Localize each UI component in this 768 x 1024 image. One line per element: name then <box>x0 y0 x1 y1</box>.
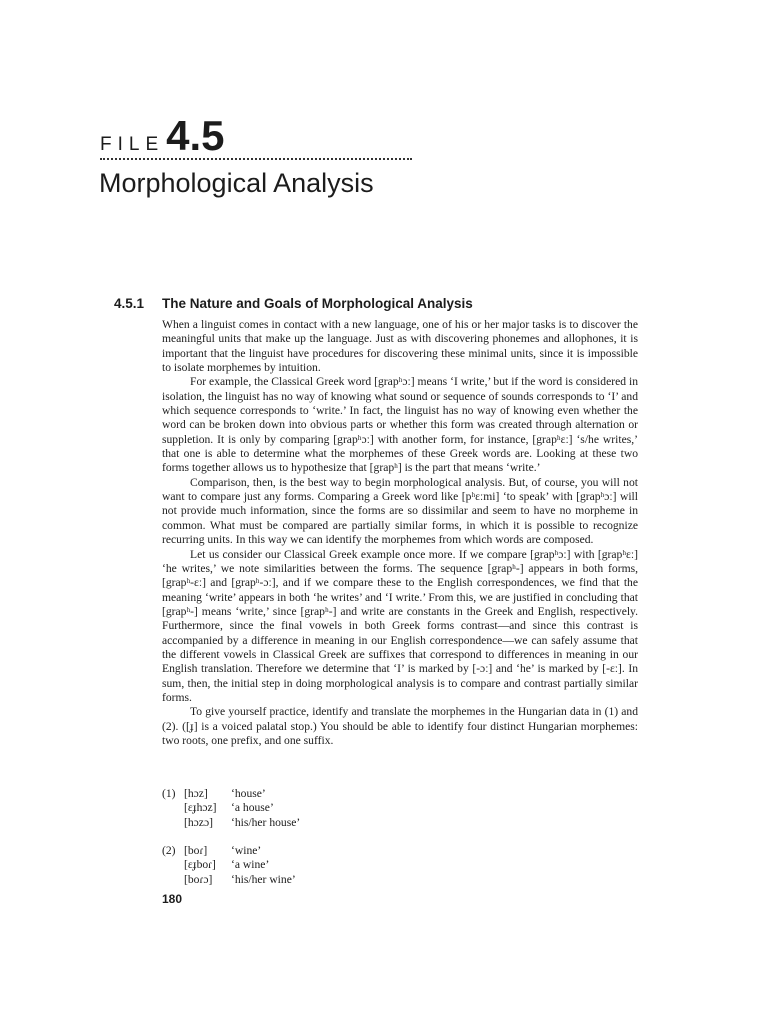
page-title: Morphological Analysis <box>99 168 374 198</box>
file-heading <box>100 112 225 160</box>
file-label: FILE <box>100 134 165 155</box>
example-number: (1) <box>162 787 176 800</box>
section-title: The Nature and Goals of Morphological Analysis <box>162 296 473 311</box>
example-form: [hɔzɔ] <box>184 815 213 829</box>
example-row <box>162 858 462 872</box>
dotted-rule <box>100 158 412 160</box>
example-form: [hɔz] <box>184 787 208 800</box>
examples-block <box>162 787 462 901</box>
paragraph: Comparison, then, is the best way to begin morphological analysis. But, of course, you will not want to compare just any forms. Comparing a Greek word like [pʰɛːmi] ‘to speak’ with [grapʰɔː] will not provide much information, since the forms are so dissimilar and seem to have no morpheme in common. What must be compared are partially similar forms, in which it is possible to recognize recurring units. In this way we can identify the morphemes from which words are composed. <box>162 475 638 547</box>
paragraph: To give yourself practice, identify and translate the morphemes in the Hungarian data in (1) and (2). ([ɟ] is a voiced palatal stop.) You should be able to identify four distinct Hungarian morphemes: two roots, one prefix, and one suffix. <box>162 705 638 747</box>
section-number: 4.5.1 <box>114 296 145 311</box>
example-row <box>162 816 462 830</box>
example-gloss: ‘a wine’ <box>231 858 270 872</box>
example-form: [ɛɟhɔz] <box>184 801 217 815</box>
example-form: [boɾ] <box>184 844 208 858</box>
example-2 <box>162 844 462 887</box>
section-heading <box>114 296 473 311</box>
example-gloss: ‘a house’ <box>231 801 274 815</box>
example-row <box>162 844 462 858</box>
example-row <box>162 873 462 887</box>
body-text <box>162 318 638 748</box>
example-row <box>162 801 462 815</box>
file-number: 4.5 <box>166 112 225 159</box>
example-form: [ɛɟboɾ] <box>184 858 216 872</box>
example-gloss: ‘wine’ <box>231 844 262 858</box>
example-number: (2) <box>162 844 176 858</box>
example-gloss: ‘his/her house’ <box>231 815 301 829</box>
paragraph: Let us consider our Classical Greek example once more. If we compare [grapʰɔː] with [grapʰɛː] ‘he writes,’ we note similarities between the forms. The sequence [grapʰ-] appears in both forms, [grapʰ-ɛː] and [grapʰ-ɔː], and if we compare these to the English correspondences, we find that the meaning ‘write’ appears in both ‘he writes’ and ‘I write.’ From this, we are justified in concluding that [grapʰ-] means ‘write,’ since [grapʰ-] and write are constants in the Greek and English, respectively. Furthermore, since the final vowels in both Greek forms contrast—and since this contrast is accompanied by a difference in meaning in our English correspondence—we can safely assume that the different vowels in Classical Greek are suffixes that correspond to differences in meaning in our English translation. Therefore we determine that ‘I’ is marked by [-ɔː] and ‘he’ is marked by [-ɛː]. In sum, then, the initial step in doing morphological analysis is to compare and contrast partially similar forms. <box>162 547 638 704</box>
example-gloss: ‘house’ <box>231 787 266 800</box>
paragraph: For example, the Classical Greek word [grapʰɔː] means ‘I write,’ but if the word is considered in isolation, the linguist has no way of knowing what sound or sequence of sounds corresponds to ‘I’ and which sequence corresponds to ‘write.’ In fact, the linguist has no way of knowing even whether the word can be broken down into obvious parts or whether this form was created through alternation or suppletion. It is only by comparing [grapʰɔː] with another form, for instance, [grapʰɛː] ‘s/he writes,’ that one is able to determine what the morphemes of these Greek words are. Looking at these two forms together allows us to hypothesize that [grapʰ] is the part that means ‘write.’ <box>162 375 638 475</box>
example-row <box>162 787 462 801</box>
page-number: 180 <box>162 892 183 906</box>
example-1 <box>162 787 462 830</box>
paragraph: When a linguist comes in contact with a new language, one of his or her major tasks is to discover the meaningful units that make up the language. Just as with discovering phonemes and allophones, it is important that the linguist have procedures for discovering these minimal units, since it is impossible to isolate morphemes by intuition. <box>162 318 638 375</box>
example-form: [boɾɔ] <box>184 872 213 886</box>
example-gloss: ‘his/her wine’ <box>231 872 296 886</box>
